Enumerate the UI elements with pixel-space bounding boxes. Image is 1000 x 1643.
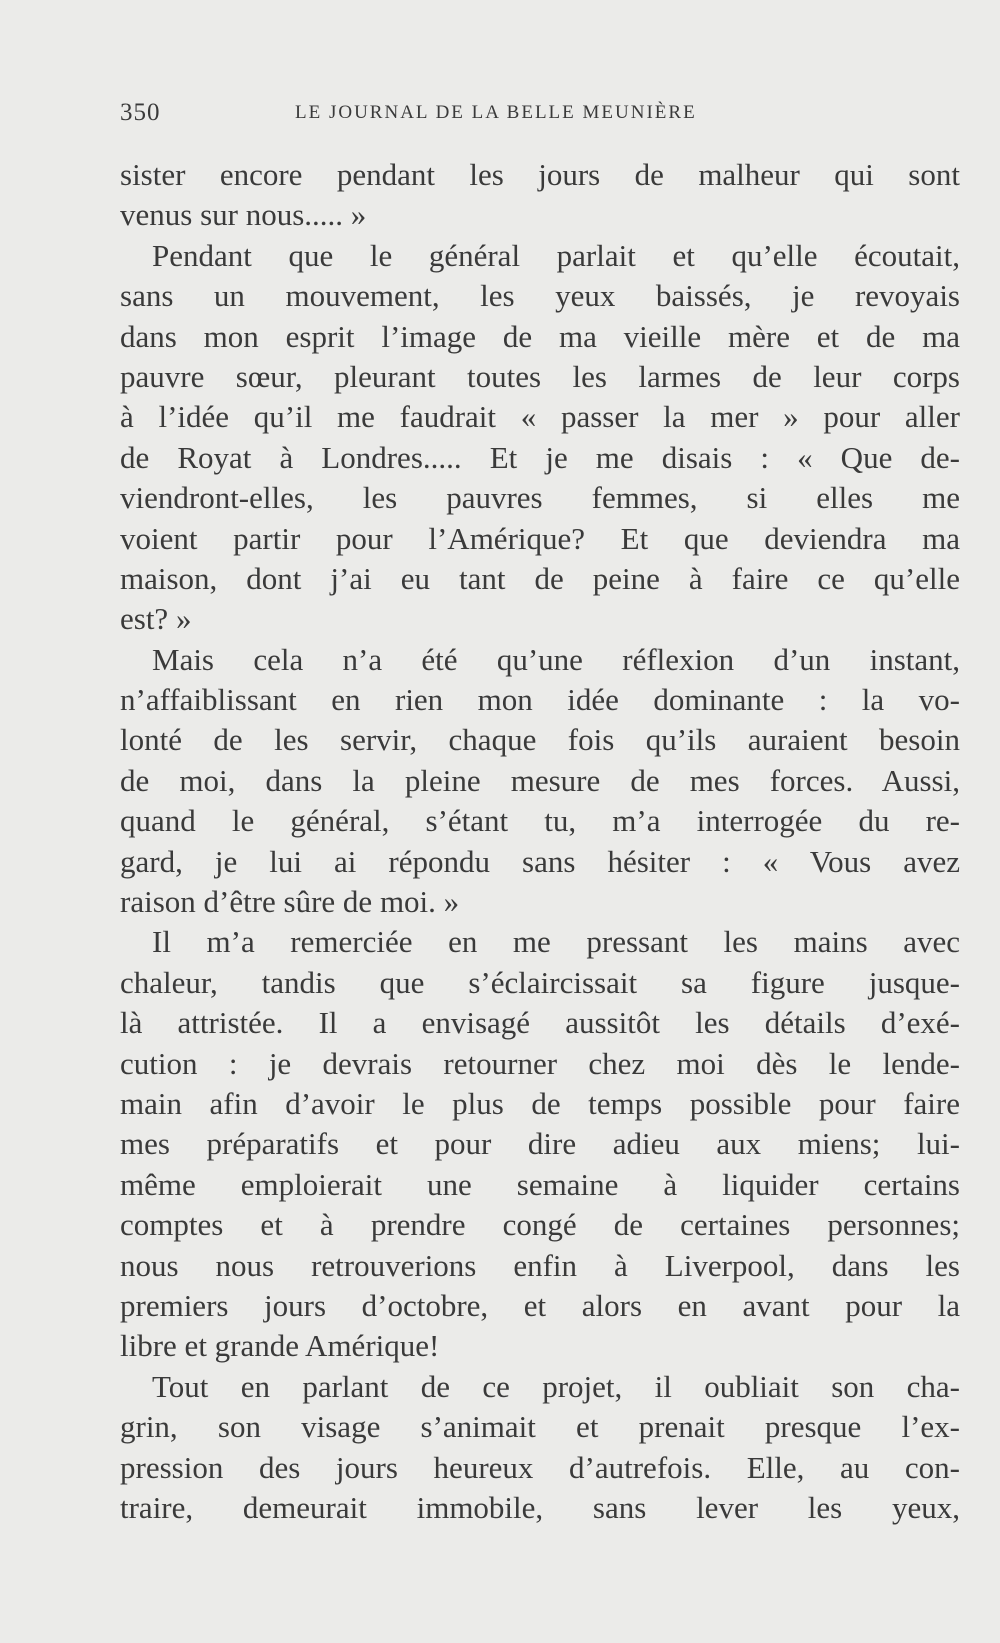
text-line: est? » — [120, 601, 192, 637]
text-line: n’affaiblissant en rien mon idée dominante : la vo- — [120, 682, 960, 718]
text-line: cution : je devrais retourner chez moi dès le lende- — [120, 1045, 960, 1081]
text-line: Mais cela n’a été qu’une réflexion d’un instant, — [152, 641, 960, 677]
text-line: traire, demeurait immobile, sans lever les yeux, — [120, 1489, 960, 1525]
text-line: de moi, dans la pleine mesure de mes forces. Aussi, — [120, 762, 960, 798]
text-line: de Royat à Londres..... Et je me disais : « Que de- — [120, 439, 960, 475]
text-line: dans mon esprit l’image de ma vieille mère et de ma — [120, 318, 960, 354]
text-line: là attristée. Il a envisagé aussitôt les détails d’exé- — [120, 1005, 960, 1041]
page-number: 350 — [120, 99, 161, 126]
text-line: sans un mouvement, les yeux baissés, je revoyais — [120, 278, 960, 314]
text-line: mes préparatifs et pour dire adieu aux miens; lui- — [120, 1126, 960, 1162]
text-line: libre et grande Amérique! — [120, 1328, 440, 1364]
text-line: viendront-elles, les pauvres femmes, si elles me — [120, 480, 960, 516]
text-line: Pendant que le général parlait et qu’elle écoutait, — [152, 237, 960, 273]
text-line: lonté de les servir, chaque fois qu’ils auraient besoin — [120, 722, 960, 758]
text-line: raison d’être sûre de moi. » — [120, 884, 460, 920]
text-line: chaleur, tandis que s’éclaircissait sa figure jusque- — [120, 964, 960, 1000]
text-line: main afin d’avoir le plus de temps possible pour faire — [120, 1085, 960, 1121]
running-title: LE JOURNAL DE LA BELLE MEUNIÈRE — [295, 102, 697, 123]
text-line: à l’idée qu’il me faudrait « passer la mer » pour aller — [120, 399, 960, 435]
text-line: quand le général, s’étant tu, m’a interrogée du re- — [120, 803, 960, 839]
text-line: Il m’a remerciée en me pressant les mains avec — [152, 924, 960, 960]
text-line: voient partir pour l’Amérique? Et que deviendra ma — [120, 520, 960, 556]
text-line: maison, dont j’ai eu tant de peine à faire ce qu’elle — [120, 560, 960, 596]
page-header — [120, 96, 960, 130]
text-line: comptes et à prendre congé de certaines personnes; — [120, 1207, 960, 1243]
body-text — [120, 155, 960, 1528]
text-line: nous nous retrouverions enfin à Liverpool, dans les — [120, 1247, 960, 1283]
text-line: grin, son visage s’animait et prenait presque l’ex- — [120, 1409, 960, 1445]
text-line: pauvre sœur, pleurant toutes les larmes de leur corps — [120, 358, 960, 394]
text-line: sister encore pendant les jours de malheur qui sont — [120, 157, 960, 192]
text-line: venus sur nous..... » — [120, 197, 367, 233]
text-line: pression des jours heureux d’autrefois. Elle, au con- — [120, 1449, 960, 1485]
text-line: même emploierait une semaine à liquider certains — [120, 1166, 960, 1202]
text-line: Tout en parlant de ce projet, il oubliait son cha- — [152, 1368, 960, 1404]
text-line: gard, je lui ai répondu sans hésiter : « Vous avez — [120, 843, 960, 879]
text-line: premiers jours d’octobre, et alors en avant pour la — [120, 1287, 960, 1323]
